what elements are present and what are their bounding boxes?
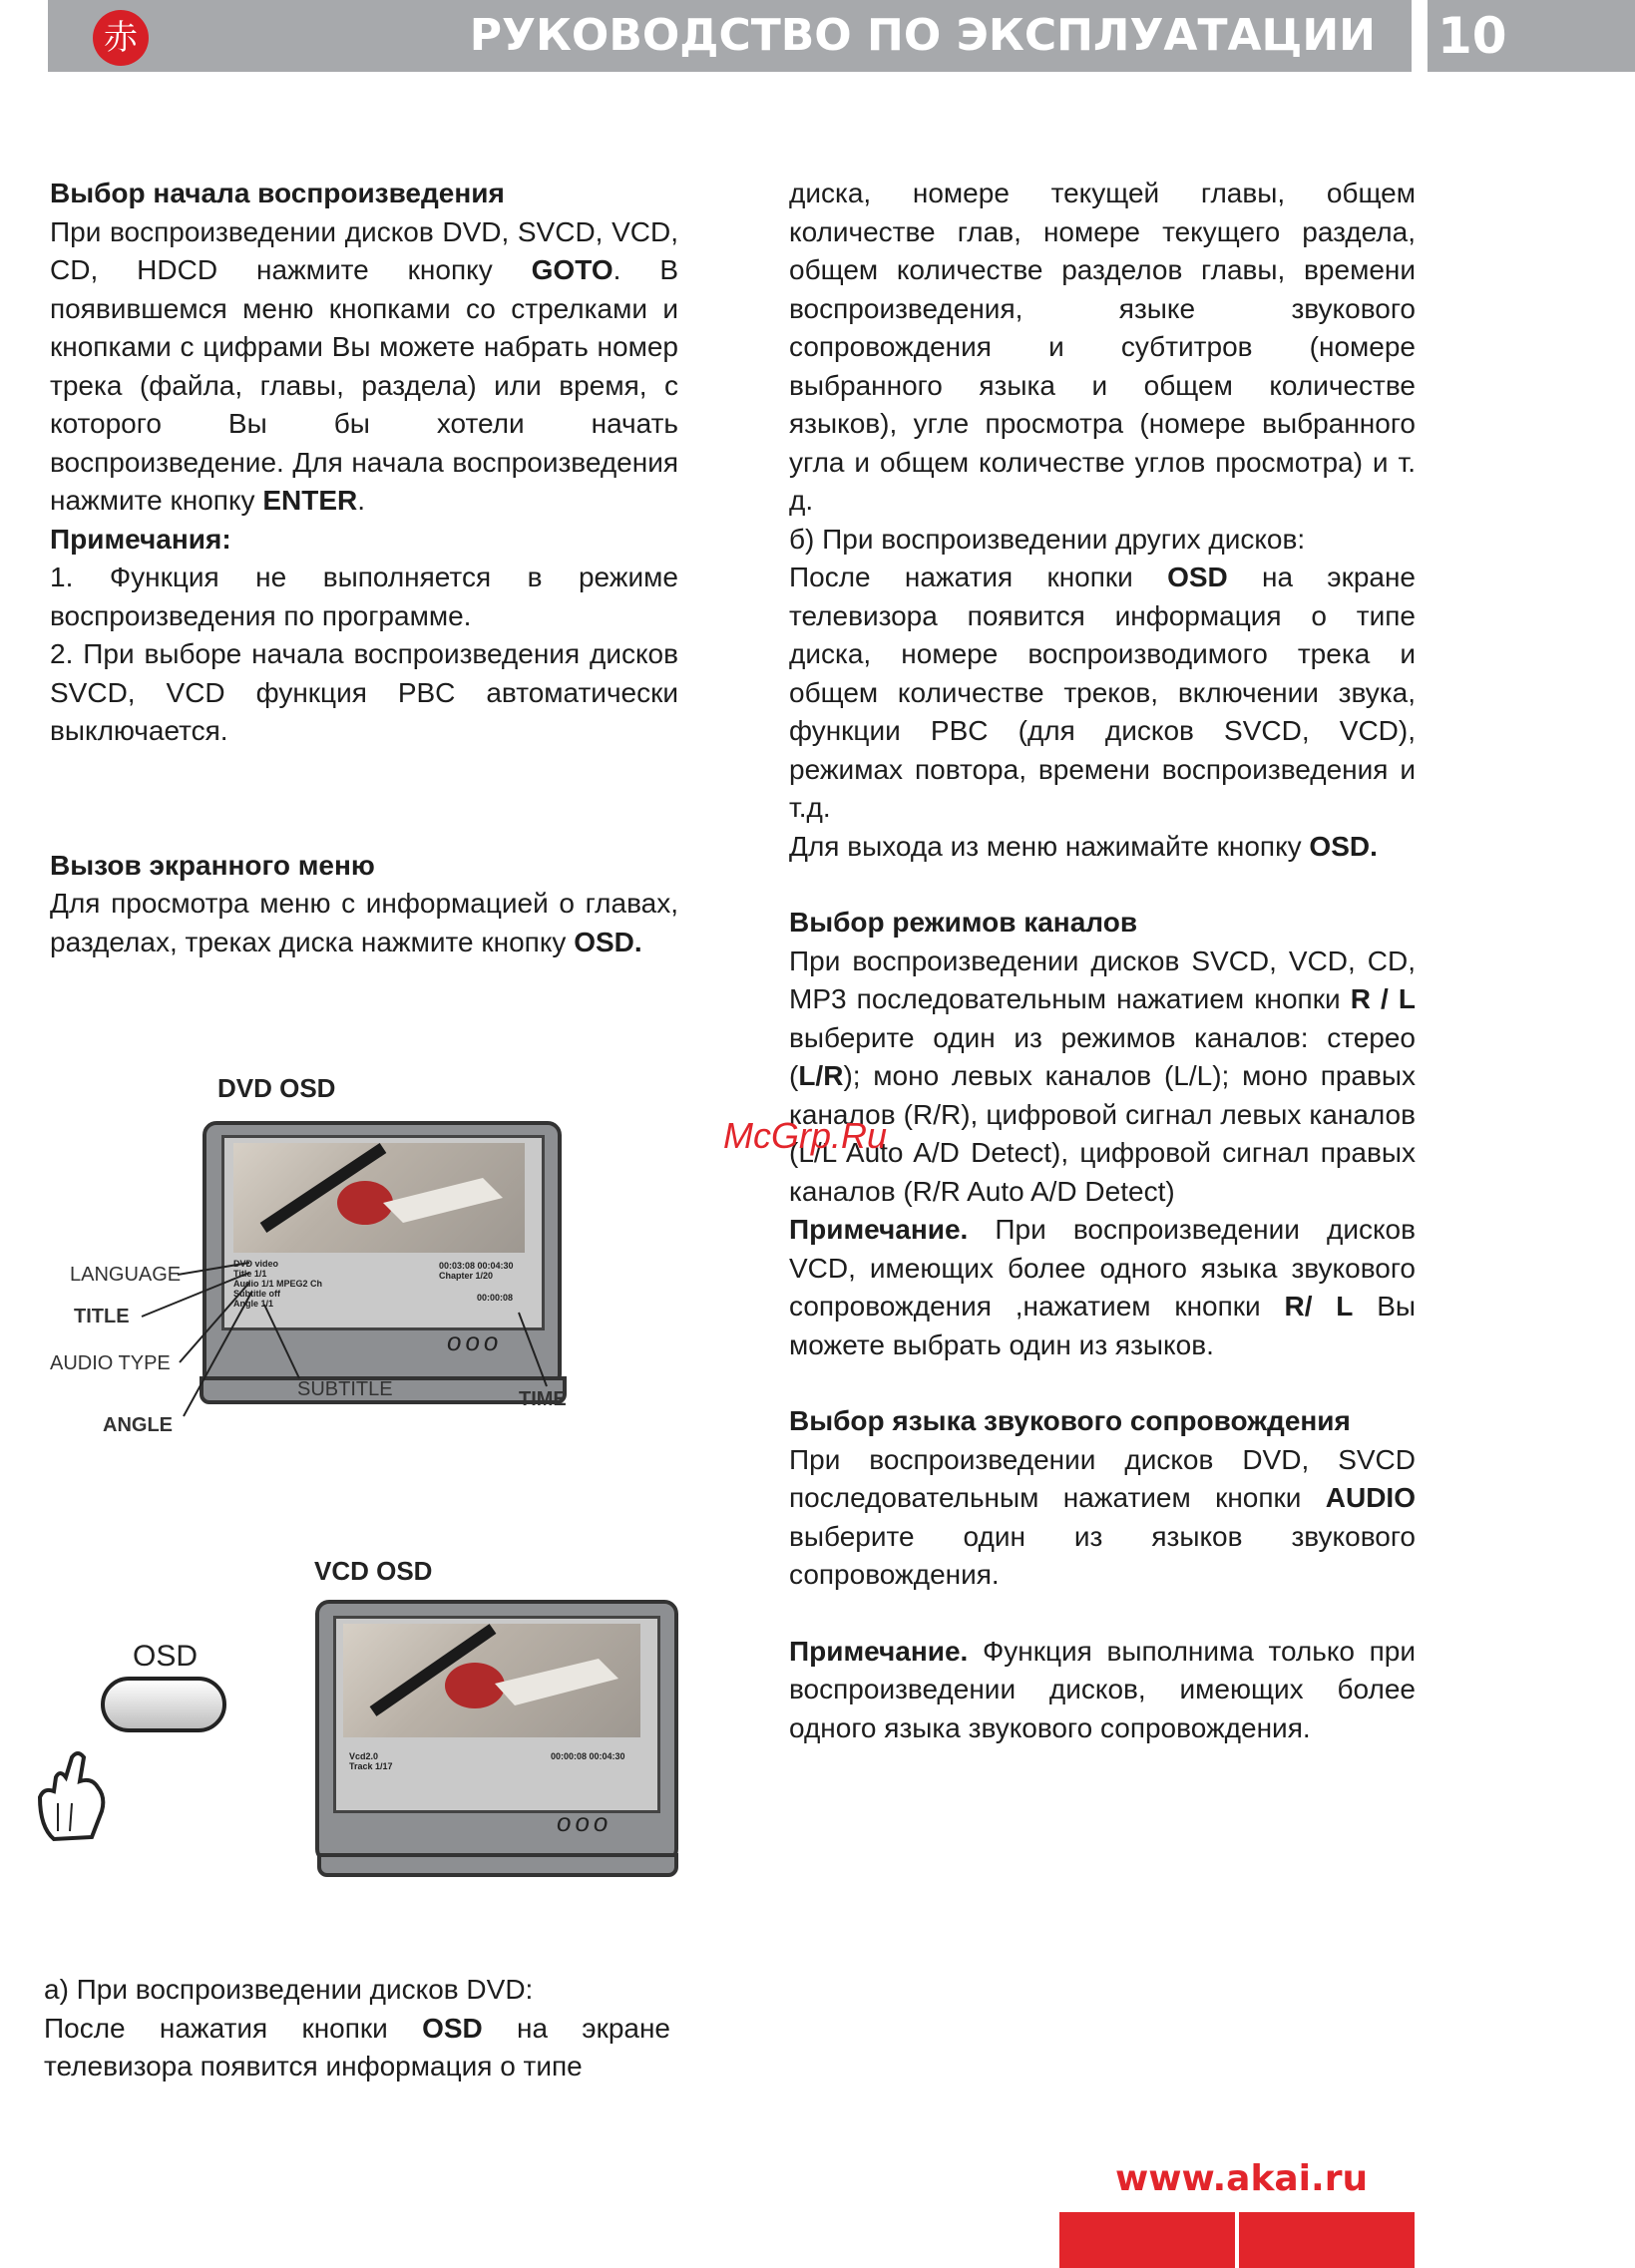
audio-note: Примечание. Функция выполнима только при воспроизведении дисков, имеющих более одного языка звукового сопровождения. — [789, 1635, 1416, 1743]
osd-heading: Вызов экранного меню — [50, 849, 375, 881]
exit-paragraph: Для выхода из меню нажимайте кнопку OSD. — [789, 830, 1378, 862]
watermark: McGrp.Ru — [723, 1115, 888, 1156]
page-number: 10 — [1437, 7, 1507, 65]
header-title: РУКОВОДСТВО ПО ЭКСПЛУАТАЦИИ — [469, 10, 1376, 61]
dvd-osd-paragraph: После нажатия кнопки OSD на экране телевизора появится информация о типе — [44, 2012, 671, 2081]
callout-angle: ANGLE — [103, 1414, 173, 1436]
vcd-tv-base — [317, 1853, 678, 1877]
dvd-screen-time: 00:03:08 00:04:30 Chapter 1/20 — [439, 1261, 514, 1281]
vcd-screen-image — [343, 1624, 640, 1737]
osd-continued-paragraph: диска, номере текущей главы, общем количестве глав, номере текущего раздела, общем количестве разделов главы, времени воспроизведения, языке звукового сопровождения и субтитров (номере выбранного языка и общем количестве языков), угле просмотра (номере выбранного угла и общем количестве углов просмотра) и т. д. — [789, 178, 1416, 516]
callout-title: TITLE — [74, 1306, 130, 1327]
callout-time: TIME — [519, 1388, 567, 1410]
channels-paragraph: При воспроизведении дисков SVCD, VCD, CD, MP3 последовательным нажатием кнопки R / L выберите один из режимов каналов: стерео (L/R); моно левых каналов (L/L); моно правых каналов (R/R), цифровой сигнал левых каналов (L/L Auto A/D Detect), цифровой сигнал правых каналов (R/R Auto A/D Detect) — [789, 945, 1416, 1207]
channels-heading: Выбор режимов каналов — [789, 907, 1138, 938]
callout-language: LANGUAGE — [70, 1264, 182, 1286]
channels-note: Примечание. При воспроизведении дисков VCD, имеющих более одного языка звукового сопровождения ,нажатием кнопки R/ L Вы можете выбрать один из языков. — [789, 1214, 1416, 1360]
osd-paragraph: Для просмотра меню с информацией о главах, разделах, треках диска нажмите кнопку OSD. — [50, 888, 678, 957]
audio-heading: Выбор языка звукового сопровождения — [789, 1405, 1351, 1436]
vcd-tv-buttons: ooo — [557, 1807, 613, 1837]
other-discs-paragraph: После нажатия кнопки OSD на экране телевизора появится информация о типе диска, номере воспроизводимого трека и общем количестве треков, включении звука, функции PBC (для дисков SVCD, VCD), режимах повтора, времени воспроизведения и т.д. — [789, 562, 1417, 823]
audio-paragraph: При воспроизведении дисков DVD, SVCD последовательным нажатием кнопки AUDIO выберите один из языков звукового сопровождения. — [789, 1443, 1416, 1590]
footer-url[interactable]: www.akai.ru — [1115, 2158, 1369, 2199]
osd-button-label: OSD — [133, 1640, 199, 1673]
goto-paragraph: При воспроизведении дисков DVD, SVCD, VCD, CD, HDCD нажмите кнопку GOTO. В появившемся меню кнопками со стрелками и кнопками с цифрами Вы можете набрать номер трека (файла, главы, раздела) или время, с которого Вы бы хотели начать воспроизведение. Для начала воспроизведения нажмите кнопку ENTER. — [50, 215, 678, 516]
vcd-osd-title: VCD OSD — [314, 1556, 433, 1586]
right-column — [789, 175, 1416, 1747]
other-discs-line: б) При воспроизведении других дисков: — [789, 523, 1306, 555]
footer-red-block-left — [1059, 2212, 1235, 2268]
vcd-screen-time: 00:00:08 00:04:30 — [551, 1751, 625, 1761]
dvd-screen-time2: 00:00:08 — [477, 1293, 514, 1303]
note-2: 2. При выборе начала воспроизведения дисков SVCD, VCD функция PBC автоматически выключается. — [50, 638, 678, 746]
brand-logo: 赤 — [93, 10, 149, 66]
dvd-osd-title: DVD OSD — [217, 1073, 336, 1103]
callout-subtitle: SUBTITLE — [297, 1378, 393, 1400]
osd-remote-button — [101, 1677, 226, 1732]
goto-heading: Выбор начала воспроизведения — [50, 178, 505, 208]
note-1: 1. Функция не выполняется в режиме воспроизведения по программе. — [50, 562, 678, 631]
dvd-osd-line: а) При воспроизведении дисков DVD: — [44, 1974, 534, 2005]
callout-audio-type: AUDIO TYPE — [50, 1352, 171, 1374]
left-bottom-column — [44, 1971, 670, 2086]
notes-heading: Примечания: — [50, 523, 231, 555]
footer-red-block-right — [1239, 2212, 1415, 2268]
vcd-screen-info: Vcd2.0 Track 1/17 — [349, 1751, 393, 1771]
pointing-hand-icon — [32, 1747, 114, 1843]
dvd-screen-info: DVD video Title 1/1 Audio 1/1 MPEG2 Ch Subtitle off Angle 1/1 — [233, 1259, 323, 1309]
dvd-tv-buttons: ooo — [447, 1326, 503, 1356]
